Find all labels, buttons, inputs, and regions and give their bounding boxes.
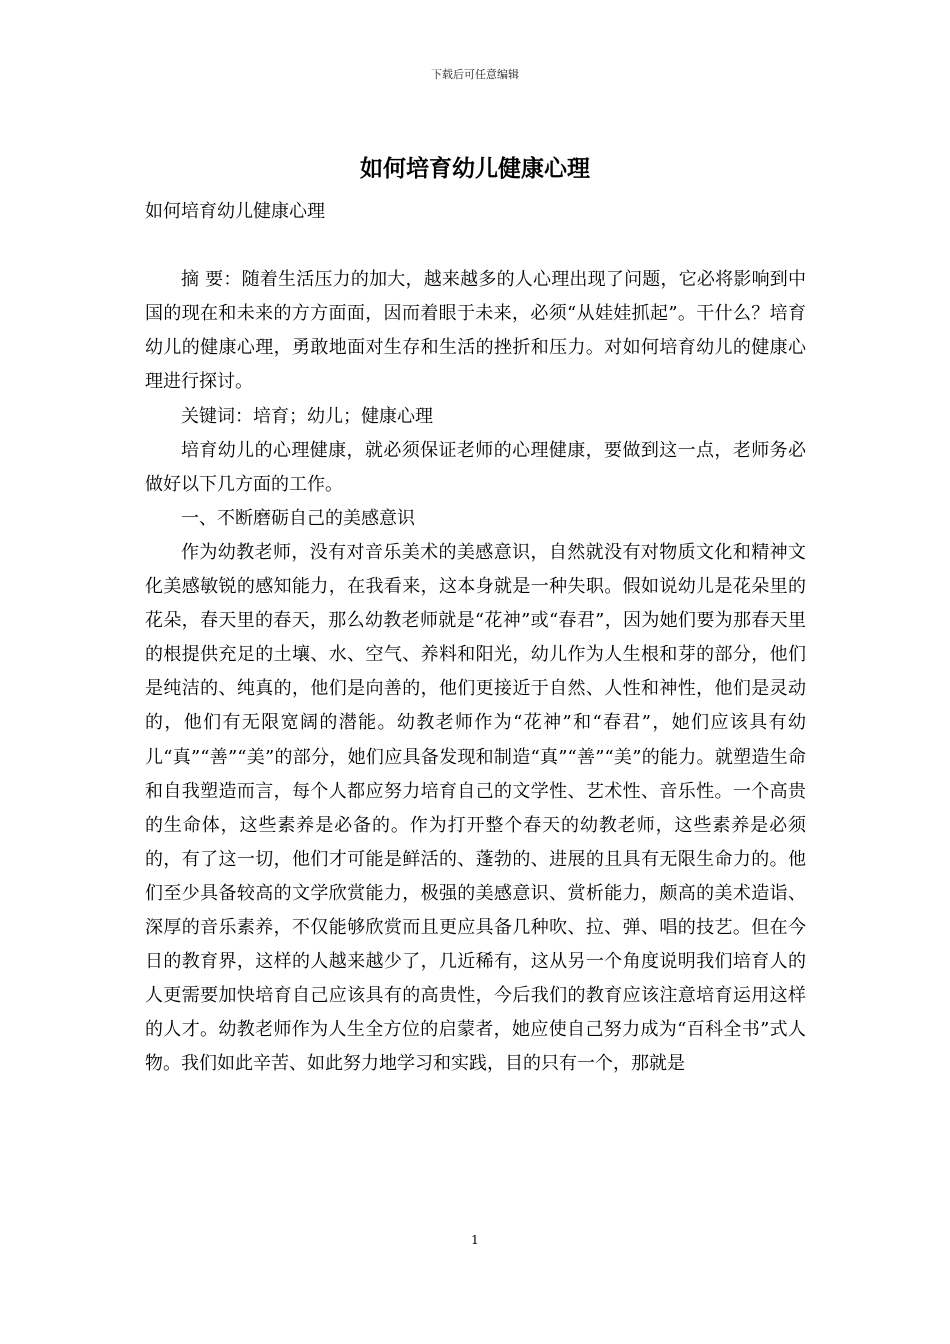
abstract-paragraph: 摘 要：随着生活压力的加大，越来越多的人心理出现了问题，它必将影响到中国的现在和未来的方方面面，因而着眼于未来，必须“从娃娃抓起”。干什么？培育幼儿的健康心理，勇敢地面对生存和生活的挫折和压力。对如何培育幼儿的健康心理进行探讨。: [145, 269, 806, 393]
page-number: 1: [471, 1233, 479, 1247]
document-title: 如何培育幼儿健康心理: [360, 155, 590, 182]
page-header-note: 下载后可任意编辑: [431, 68, 519, 81]
body-paragraph: 作为幼教老师，没有对音乐美术的美感意识，自然就没有对物质文化和精神文化美感敏锐的感知能力，在我看来，这本身就是一种失职。假如说幼儿是花朵里的花朵，春天里的春天，那么幼教老师就是“花神”或“春君”，因为她们要为那春天里的根提供充足的土壤、水、空气、养料和阳光，幼儿作为人生根和芽的部分，他们是纯洁的、纯真的，他们是向善的，他们更接近于自然、人性和神性，他们是灵动的，他们有无限宽阔的潜能。幼教老师作为“花神”和“春君”，她们应该具有幼儿“真”“善”“美”的部分，她们应具备发现和制造“真”“善”“美”的能力。就塑造生命和自我塑造而言，每个人都应努力培育自己的文学性、艺术性、音乐性。一个高贵的生命体，这些素养是必备的。作为打开整个春天的幼教老师，这些素养是必须的，有了这一切，他们才可能是鲜活的、蓬勃的、进展的且具有无限生命力的。他们至少具备较高的文学欣赏能力，极强的美感意识、赏析能力，颇高的美术造诣、深厚的音乐素养，不仅能够欣赏而且更应具备几种吹、拉、弹、唱的技艺。但在今日的教育界，这样的人越来越少了，几近稀有，这从另一个角度说明我们培育人的人更需要加快培育自己应该具有的高贵性，今后我们的教育应该注意培育运用这样的人才。幼教老师作为人生全方位的启蒙者，她应使自己努力成为“百科全书”式人物。我们如此辛苦、如此努力地学习和实践，目的只有一个，那就是: [145, 541, 806, 1075]
document-subtitle: 如何培育幼儿健康心理: [145, 201, 325, 222]
keywords-line: 关键词：培育；幼儿；健康心理: [181, 405, 433, 427]
document-body: [145, 195, 806, 1081]
section-heading: 一、不断磨砺自己的美感意识: [181, 507, 415, 529]
intro-paragraph: 培育幼儿的心理健康，就必须保证老师的心理健康，要做到这一点，老师务必做好以下几方面的工作。: [145, 439, 806, 495]
blank-line: [145, 229, 806, 263]
